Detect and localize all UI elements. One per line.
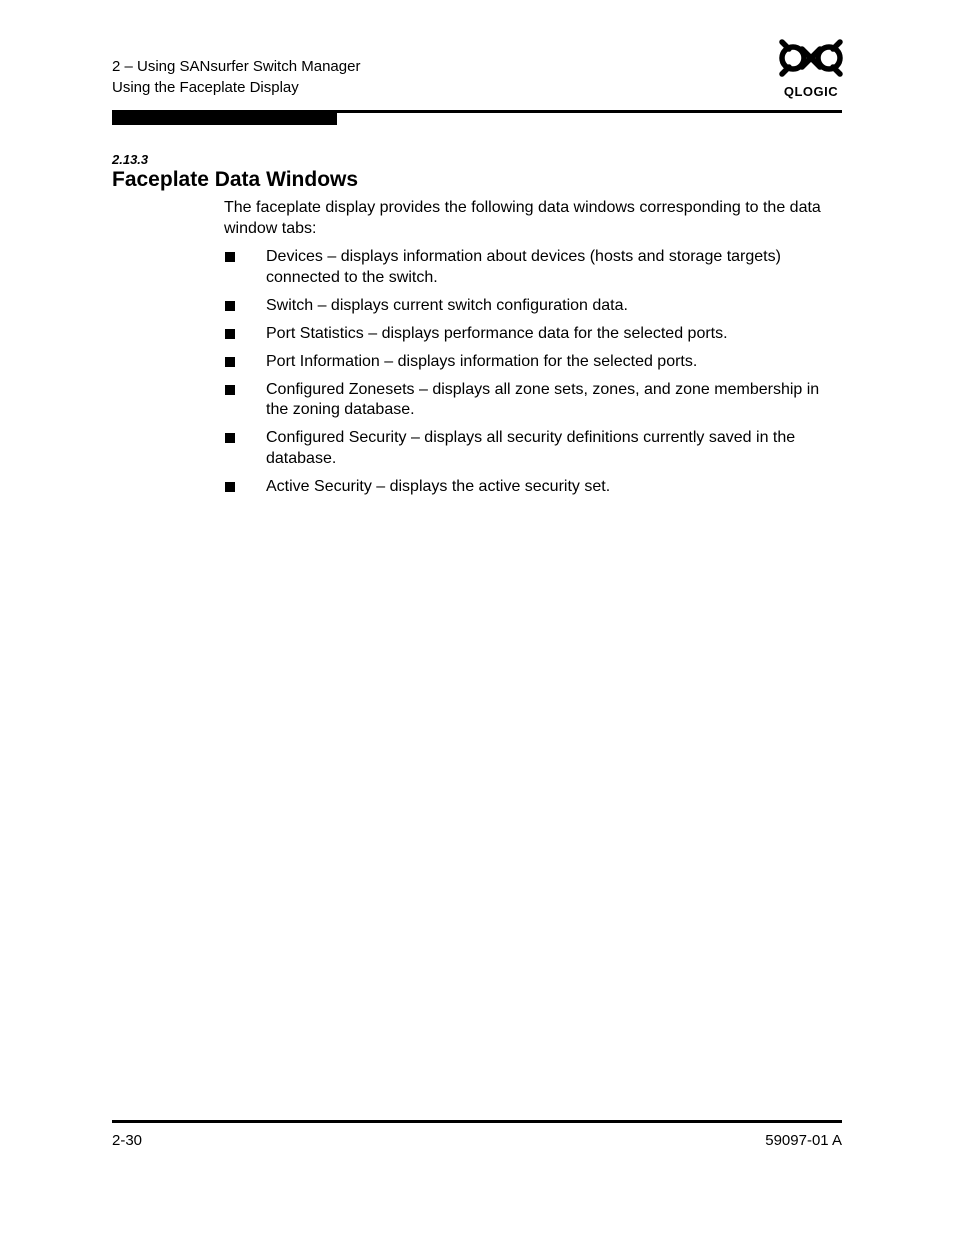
list-item-text: Port Statistics – displays performance data for the selected ports.	[266, 324, 728, 342]
square-bullet-icon	[225, 301, 235, 311]
list-item	[224, 352, 844, 373]
square-bullet-icon	[225, 329, 235, 339]
logo-wordmark: QLOGIC	[783, 84, 839, 99]
square-bullet-icon	[225, 252, 235, 262]
list-item-text: Active Security – displays the active security set.	[266, 477, 611, 495]
square-bullet-icon	[225, 433, 235, 443]
square-bullet-icon	[225, 385, 235, 395]
body-content	[224, 198, 844, 505]
list-item	[224, 428, 844, 469]
footer-rule	[112, 1120, 842, 1123]
list-item	[224, 477, 844, 498]
section-number: 2.13.3	[112, 152, 149, 167]
list-item-text: Switch – displays current switch configuration data.	[266, 296, 628, 314]
section-title: Faceplate Data Windows	[112, 168, 359, 191]
data-window-list	[224, 247, 844, 497]
document-number: 59097-01 A	[765, 1132, 842, 1149]
list-item	[224, 324, 844, 345]
list-item	[224, 296, 844, 317]
page-number: 2-30	[112, 1132, 143, 1149]
square-bullet-icon	[225, 357, 235, 367]
square-bullet-icon	[225, 482, 235, 492]
header-section: Using the Faceplate Display	[112, 79, 299, 96]
header-chapter: 2 – Using SANsurfer Switch Manager	[112, 58, 361, 75]
list-item-text: Configured Security – displays all security definitions currently saved in the database.	[266, 429, 796, 467]
qlogic-logo	[778, 38, 844, 102]
list-item-text: Devices – displays information about devices (hosts and storage targets) connected to the switch.	[266, 248, 781, 286]
intro-paragraph: The faceplate display provides the following data windows corresponding to the data window tabs:	[224, 199, 821, 237]
qlogic-logo-icon	[778, 38, 844, 84]
list-item	[224, 380, 844, 421]
list-item-text: Configured Zonesets – displays all zone sets, zones, and zone membership in the zoning database.	[266, 380, 820, 418]
list-item	[224, 247, 844, 288]
list-item-text: Port Information – displays information for the selected ports.	[266, 352, 698, 370]
header-rule-tab	[112, 110, 337, 125]
